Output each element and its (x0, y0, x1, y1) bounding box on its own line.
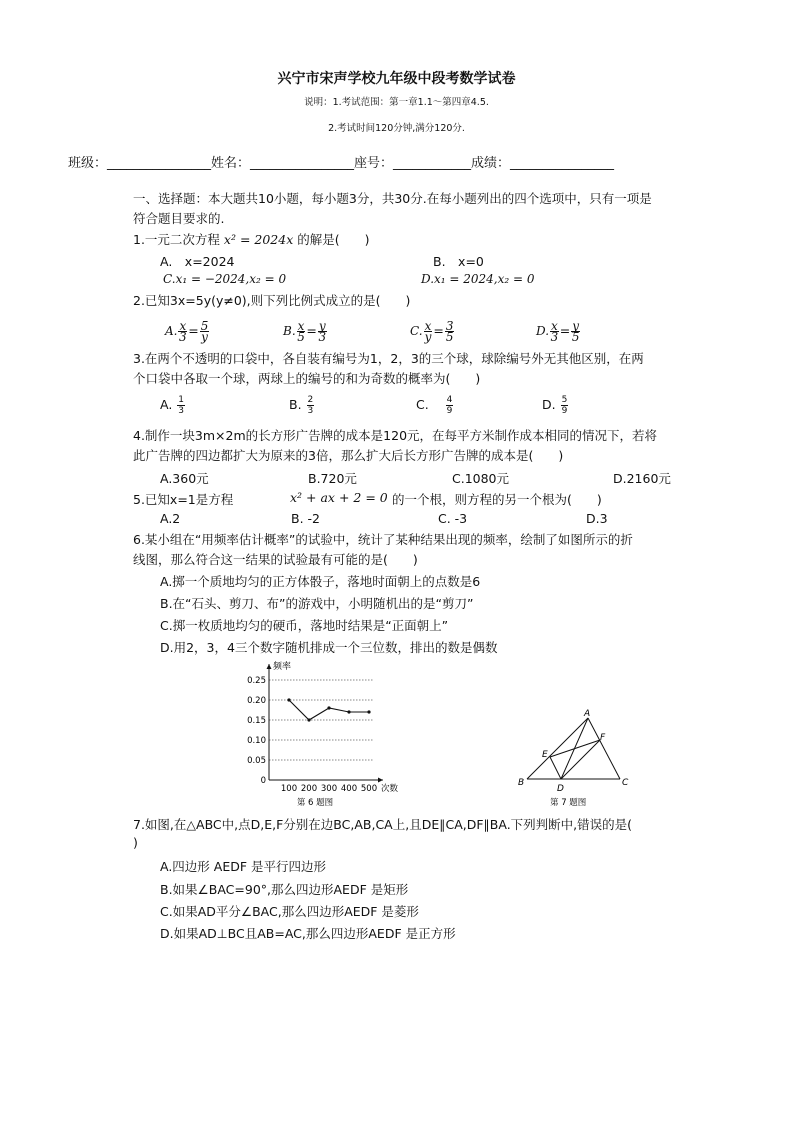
q1-stem-pre: 1.一元二次方程 (133, 232, 220, 247)
q2-d-label: D. (536, 324, 550, 338)
x-tick-label: 200 (300, 784, 318, 794)
q3-c-label: C. (416, 397, 429, 412)
x-tick-label: 100 (280, 784, 298, 794)
exam-note-scope: 说明：1.考试范围：第一章1.1～第四章4.5. (304, 97, 489, 108)
q2-c-left-num: x (424, 319, 432, 333)
q3-a-num: 1 (178, 395, 185, 405)
q3-a-den: 3 (178, 406, 185, 416)
q1-stem (133, 230, 370, 248)
q2-b-right-den: 3 (318, 330, 327, 344)
q3-d-num: 5 (561, 395, 568, 405)
q3-d-den: 9 (561, 406, 568, 416)
q7-triangle-figure (512, 705, 632, 810)
q3-option-b (289, 395, 315, 416)
q2-b-right-num: y (318, 319, 326, 333)
q2-a-label: A. (165, 324, 178, 338)
q2-c-left-den: y (424, 330, 432, 344)
frequency-series-line (289, 700, 369, 720)
q1-equation: x² = 2024x (223, 232, 294, 247)
q4-stem-line2: 此广告牌的四边都扩大为原来的3倍，那么扩大后长方形广告牌的成本是( ) (133, 448, 564, 463)
q5-option-b: B. -2 (291, 511, 320, 526)
q3-b-label: B. (289, 397, 302, 412)
y-tick-label: 0.10 (247, 736, 266, 746)
q2-c-right-den: 5 (445, 330, 454, 344)
q2-d-right-num: y (572, 319, 580, 333)
figure7-caption: 第 7 题图 (550, 798, 587, 808)
exam-note-time: 2.考试时间120分钟,满分120分. (328, 123, 465, 134)
figure6-caption: 第 6 题图 (296, 798, 334, 808)
x-tick-label: 400 (340, 784, 358, 794)
q5-stem-post: 的一个根，则方程的另一个根为( ) (392, 492, 602, 507)
vertex-label-a: A (584, 709, 591, 719)
q2-option-b: B. $\frac{x}{5}$ = $\frac{y}{3}$ (283, 319, 327, 344)
q2-d-left-den: 3 (550, 330, 559, 344)
q2-c-label: C. (410, 324, 423, 338)
q1-option-d: D.x₁ = 2024,x₂ = 0 (421, 272, 535, 286)
q2-b-left-den: 5 (297, 330, 305, 344)
q3-option-d (542, 395, 569, 416)
q5-option-c: C. -3 (438, 511, 468, 526)
q3-option-c (416, 395, 454, 416)
q5-option-d: D.3 (586, 511, 608, 526)
q7-option-a: A.四边形 AEDF 是平行四边形 (160, 859, 327, 874)
y-tick-label: 0.15 (247, 716, 266, 726)
segment-ca (588, 718, 620, 779)
q2-d-left-num: x (551, 319, 558, 333)
x-tick-label: 500 (360, 784, 378, 794)
q2-a-right-den: y (201, 330, 208, 344)
q6-option-b: B.在“石头、剪刀、布”的游戏中，小明随机出的是“剪刀” (160, 596, 474, 611)
q3-d-label: D. (542, 397, 556, 412)
vertex-label-b: B (518, 778, 525, 788)
data-point (327, 706, 330, 709)
q1-option-b: B. x=0 (433, 254, 484, 269)
q3-c-num: 4 (446, 395, 453, 405)
vertex-label-d: D (557, 784, 564, 794)
data-point (307, 718, 310, 721)
q2-stem: 2.已知3x=5y(y≠0),则下列比例式成立的是( ) (133, 293, 411, 308)
data-point (367, 710, 370, 713)
q4-stem-line1: 4.制作一块3m×2m的长方形广告牌的成本是120元，在每平方米制作成本相同的情况下，若将 (133, 428, 658, 443)
q7-option-b: B.如果∠BAC=90°,那么四边形AEDF 是矩形 (160, 882, 409, 897)
q4-option-d: D.2160元 (613, 471, 671, 486)
q3-stem-line1: 3.在两个不透明的口袋中，各自装有编号为1，2，3的三个球，球除编号外无其他区别，在两 (133, 351, 644, 366)
q2-b-label: B. (283, 324, 296, 338)
vertex-label-f: F (600, 733, 606, 743)
segment-de (550, 757, 561, 779)
q3-b-num: 2 (307, 395, 314, 405)
q4-option-b: B.720元 (308, 471, 357, 486)
x-tick-label: 300 (320, 784, 338, 794)
q6-stem-line2: 线图，那么符合这一结果的试验最有可能的是( ) (133, 552, 418, 567)
y-tick-label: 0.25 (247, 676, 266, 686)
q2-a-right-num: 5 (200, 319, 209, 333)
q1-option-c: C.x₁ = −2024,x₂ = 0 (163, 272, 287, 286)
y-tick-label: 0.20 (247, 696, 266, 706)
vertex-label-e: E (542, 750, 548, 760)
y-axis-arrow (267, 664, 272, 669)
y-axis-label: 频率 (273, 662, 292, 672)
q2-b-left-num: x (297, 319, 305, 333)
data-point (347, 710, 350, 713)
page-title: 兴宁市宋声学校九年级中段考数学试卷 (277, 71, 516, 87)
q4-option-a: A.360元 (160, 471, 209, 486)
y-tick-label: 0 (260, 776, 266, 786)
q7-stem-line1: 7.如图,在△ABC中,点D,E,F分别在边BC,AB,CA上,且DE∥CA,DF∥BA.下列判断中,错误的是( (133, 817, 633, 832)
x-axis-arrow (378, 778, 383, 783)
q3-stem-line2: 个口袋中各取一个球，两球上的编号的和为奇数的概率为( ) (133, 371, 481, 386)
q7-option-c: C.如果AD平分∠BAC,那么四边形AEDF 是菱形 (160, 904, 419, 919)
q2-a-left-den: 3 (179, 330, 187, 344)
q2-d-right-den: 5 (571, 330, 580, 344)
q7-stem-line2: ) (133, 835, 138, 850)
segment-ba (527, 718, 588, 779)
q4-option-c: C.1080元 (452, 471, 510, 486)
q2-option-c: C. $\frac{x}{y}$ = $\frac{3}{5}$ (410, 319, 454, 344)
q5-equation: x² + ax + 2 = 0 (290, 490, 388, 505)
q6-line-chart (235, 658, 415, 810)
q3-option-a (160, 395, 186, 416)
q6-option-d: D.用2，3，4三个数字随机排成一个三位数，排出的数是偶数 (160, 640, 498, 655)
q2-option-d: D. $\frac{x}{3}$ = $\frac{y}{5}$ (536, 319, 580, 344)
q2-a-left-num: x (179, 319, 187, 333)
x-axis-label: 次数 (381, 784, 399, 794)
q6-option-c: C.掷一枚质地均匀的硬币，落地时结果是“正面朝上” (160, 618, 449, 633)
q6-stem-line1: 6.某小组在“用频率估计概率”的试验中，统计了某种结果出现的频率，绘制了如图所示的折 (133, 532, 633, 547)
section-heading-line1: 一、选择题：本大题共10小题，每小题3分，共30分.在每小题列出的四个选项中，只有一项是 (133, 191, 652, 206)
q2-option-a: A. $\frac{x}{3}$ = $\frac{5}{y}$ (165, 319, 209, 344)
q3-c-den: 9 (446, 406, 453, 416)
segment-df (561, 740, 600, 779)
q1-option-a: A. x=2024 (160, 254, 235, 269)
q5-stem-pre: 5.已知x=1是方程 (133, 492, 234, 507)
q3-b-den: 3 (307, 406, 314, 416)
vertex-label-c: C (622, 778, 629, 788)
q1-stem-post: 的解是( ) (297, 232, 370, 247)
section-heading-line2: 符合题目要求的. (133, 211, 225, 226)
q6-option-a: A.掷一个质地均匀的正方体骰子，落地时面朝上的点数是6 (160, 574, 481, 589)
q3-a-label: A. (160, 397, 173, 412)
student-info-line: 班级：________________姓名：________________座号：____________成绩：________________ (68, 156, 615, 171)
y-tick-label: 0.05 (247, 756, 266, 766)
q5-option-a: A.2 (160, 511, 181, 526)
q7-option-d: D.如果AD⊥BC且AB=AC,那么四边形AEDF 是正方形 (160, 926, 456, 941)
data-point (287, 698, 290, 701)
q2-c-right-num: 3 (445, 319, 454, 333)
